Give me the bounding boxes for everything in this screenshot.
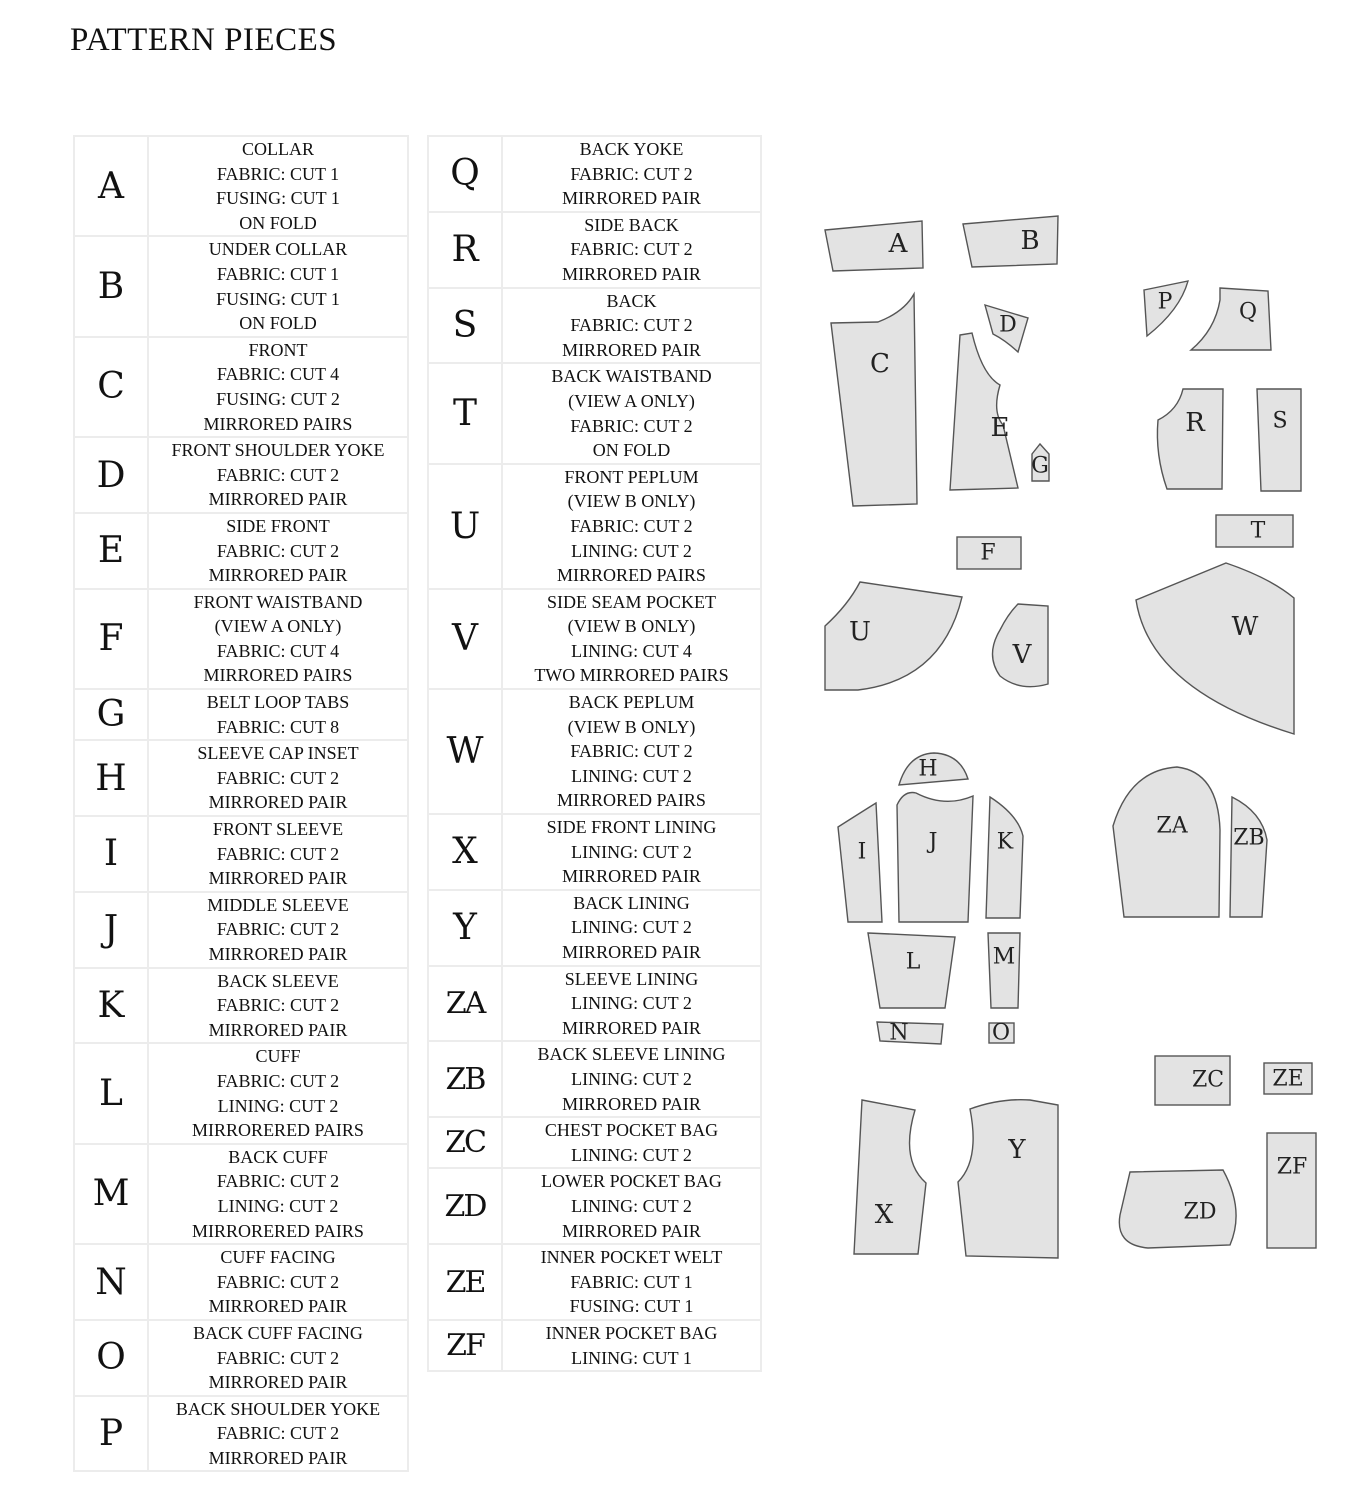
piece-cut-instruction: FABRIC: CUT 2 [216,919,340,940]
piece-F [957,537,1021,569]
pattern-piece-row [428,464,761,589]
piece-name: FRONT SLEEVE [212,819,344,840]
piece-ZD [1119,1170,1236,1248]
piece-name: BACK SLEEVE LINING [537,1044,726,1065]
piece-name: INNER POCKET BAG [545,1322,718,1343]
piece-cut-instruction: MIRRORED PAIR [562,1220,701,1241]
pattern-piece-row [428,288,761,364]
piece-description [502,288,761,364]
piece-cut-instruction: MIRRORED PAIR [562,1017,701,1038]
piece-M [988,933,1020,1008]
piece-description [148,892,408,968]
piece-cut-instruction: LINING: CUT 4 [571,640,692,661]
piece-letter: ZE [428,1244,502,1320]
piece-description [148,1043,408,1143]
piece-description [148,816,408,892]
piece-letter: W [428,689,502,814]
piece-cut-instruction: FABRIC: CUT 8 [216,716,340,737]
piece-cut-instruction: MIRRORED PAIR [208,1447,348,1468]
piece-label-G: G [1031,453,1049,479]
piece-letter: C [74,337,148,437]
piece-cut-instruction: FABRIC: CUT 2 [216,1070,340,1091]
piece-cut-instruction: FUSING: CUT 2 [216,388,340,409]
pattern-piece-row [74,740,408,816]
piece-name: BACK WAISTBAND [551,366,712,387]
piece-label-Y: Y [1008,1135,1026,1165]
piece-letter: ZC [428,1117,502,1168]
piece-cut-instruction: FABRIC: CUT 1 [216,163,340,184]
piece-name: FRONT WAISTBAND [193,591,363,612]
piece-cut-instruction: MIRRORED PAIR [208,792,348,813]
piece-description [148,337,408,437]
piece-letter: E [74,513,148,589]
piece-cut-instruction: FABRIC: CUT 4 [216,640,340,661]
piece-cut-instruction: MIRRORED PAIR [208,1372,348,1393]
piece-name: FRONT [248,339,308,360]
piece-description [502,1168,761,1244]
piece-letter: J [74,892,148,968]
piece-D [985,305,1028,352]
piece-cut-instruction: LINING: CUT 2 [571,917,692,938]
piece-ZE [1264,1063,1312,1094]
piece-H [899,753,968,785]
piece-cut-instruction: FABRIC: CUT 2 [216,1347,340,1368]
piece-label-S: S [1272,408,1288,434]
piece-cut-instruction: MIRRORED PAIRS [203,413,353,434]
piece-label-ZA: ZA [1156,813,1188,839]
pattern-piece-row [428,890,761,966]
piece-letter: R [428,212,502,288]
piece-cut-instruction: FABRIC: CUT 2 [216,995,340,1016]
piece-cut-instruction: MIRRORED PAIR [562,188,701,209]
pattern-piece-row [74,816,408,892]
piece-cut-instruction: TWO MIRRORED PAIRS [534,665,729,686]
piece-description [502,363,761,463]
piece-cut-instruction: LINING: CUT 2 [217,1095,339,1116]
piece-W [1136,563,1294,734]
piece-description [148,236,408,336]
page-title: PATTERN PIECES [70,22,338,58]
piece-description [148,136,408,236]
piece-cut-instruction: FABRIC: CUT 2 [570,163,693,184]
pattern-piece-row [74,892,408,968]
pattern-piece-row [428,966,761,1042]
piece-name: BACK [606,290,657,311]
piece-name: BACK CUFF FACING [193,1322,363,1343]
piece-V [993,604,1049,687]
piece-letter: K [74,968,148,1044]
piece-letter: L [74,1043,148,1143]
piece-letter: X [428,814,502,890]
piece-X [854,1100,926,1254]
piece-cut-instruction: MIRRORED PAIR [562,1093,701,1114]
piece-cut-instruction: FUSING: CUT 1 [569,1296,694,1317]
piece-cut-instruction: MIRRORERED PAIRS [192,1220,364,1241]
piece-description [502,589,761,689]
piece-cut-instruction: FABRIC: CUT 1 [570,1271,693,1292]
piece-label-ZF: ZF [1276,1154,1308,1180]
piece-description [502,1244,761,1320]
piece-name: COLLAR [242,139,314,159]
piece-cut-instruction: MIRRORED PAIR [208,489,348,510]
piece-name: BACK YOKE [579,139,684,159]
pattern-table-right [427,135,762,1372]
piece-U [825,582,962,690]
piece-name: CUFF [255,1046,301,1067]
pattern-piece-row [428,1244,761,1320]
piece-label-U: U [849,617,871,647]
piece-description [148,1144,408,1244]
piece-cut-instruction: FABRIC: CUT 4 [216,364,340,385]
piece-B [963,216,1058,267]
piece-description [148,1244,408,1320]
piece-label-J: J [928,829,938,855]
piece-label-O: O [991,1020,1011,1046]
piece-name: SIDE SEAM POCKET [546,591,716,612]
piece-cut-instruction: FABRIC: CUT 2 [216,540,340,561]
piece-cut-instruction: MIRRORERED PAIRS [192,1120,364,1141]
piece-cut-instruction: (VIEW B ONLY) [567,491,696,512]
pattern-piece-row [428,136,761,212]
piece-ZC [1155,1056,1230,1105]
piece-label-D: D [999,312,1017,338]
piece-cut-instruction: MIRRORED PAIR [208,944,348,964]
piece-cut-instruction: LINING: CUT 2 [571,1195,692,1216]
piece-description [148,968,408,1044]
piece-cut-instruction: FABRIC: CUT 2 [216,767,340,788]
piece-letter: H [74,740,148,816]
piece-letter: U [428,464,502,589]
piece-Y [958,1100,1058,1258]
piece-cut-instruction: FABRIC: CUT 1 [216,263,340,284]
piece-label-ZD: ZD [1183,1199,1217,1225]
piece-description [148,740,408,816]
pattern-piece-row [74,236,408,336]
piece-N [877,1021,943,1046]
piece-name: SLEEVE CAP INSET [197,743,359,764]
piece-name: SIDE FRONT LINING [546,817,717,838]
piece-label-W: W [1231,612,1259,642]
pattern-piece-row [74,1244,408,1320]
pattern-piece-row [74,136,408,236]
piece-cut-instruction: MIRRORED PAIR [208,1296,348,1317]
piece-letter: V [428,589,502,689]
piece-label-X: X [874,1200,894,1230]
piece-letter: G [74,689,148,740]
pattern-piece-row [74,1144,408,1244]
piece-letter: N [74,1244,148,1320]
piece-Q [1191,288,1271,350]
piece-description [148,437,408,513]
piece-label-B: B [1020,226,1040,256]
piece-name: UNDER COLLAR [208,239,348,260]
pattern-piece-row [74,968,408,1044]
piece-cut-instruction: LINING: CUT 2 [571,1144,692,1165]
piece-cut-instruction: LINING: CUT 2 [571,765,692,786]
piece-letter: Q [428,136,502,212]
piece-description [148,513,408,589]
piece-letter: F [74,589,148,689]
piece-ZA [1113,767,1220,917]
piece-letter: ZF [428,1320,502,1371]
piece-description [502,136,761,212]
piece-letter: S [428,288,502,364]
piece-cut-instruction: MIRRORED PAIR [208,1019,348,1040]
piece-label-C: C [870,349,890,379]
piece-label-E: E [990,413,1010,443]
piece-cut-instruction: FUSING: CUT 1 [216,188,340,209]
piece-O [989,1021,1014,1046]
piece-description [502,966,761,1042]
piece-label-L: L [905,949,921,975]
piece-cut-instruction: FABRIC: CUT 2 [570,239,693,260]
piece-name: FRONT PEPLUM [564,466,699,487]
piece-cut-instruction: MIRRORED PAIRS [203,665,353,686]
piece-cut-instruction: LINING: CUT 1 [571,1347,692,1368]
piece-cut-instruction: FABRIC: CUT 2 [216,1171,340,1192]
piece-cut-instruction: FABRIC: CUT 2 [216,464,340,485]
piece-letter: P [74,1396,148,1472]
piece-label-A: A [888,229,908,259]
piece-A [825,221,923,271]
piece-cut-instruction: FABRIC: CUT 2 [216,1271,340,1292]
piece-description [148,689,408,740]
piece-letter: O [74,1320,148,1396]
piece-label-ZB: ZB [1233,825,1265,851]
piece-description [148,1320,408,1396]
pattern-piece-row [428,589,761,689]
piece-cut-instruction: MIRRORED PAIRS [557,790,706,811]
piece-P [1144,281,1188,336]
pattern-piece-row [428,814,761,890]
piece-cut-instruction: LINING: CUT 2 [571,993,692,1014]
piece-name: CHEST POCKET BAG [544,1120,719,1141]
piece-letter: B [74,236,148,336]
pattern-piece-row [74,689,408,740]
piece-ZF [1267,1133,1316,1248]
piece-cut-instruction: LINING: CUT 2 [571,1068,692,1089]
piece-letter: M [74,1144,148,1244]
piece-name: SIDE BACK [584,214,679,235]
piece-cut-instruction: MIRRORED PAIR [562,866,701,887]
piece-cut-instruction: (VIEW B ONLY) [567,616,696,637]
piece-L [868,933,955,1008]
piece-ZB [1230,797,1267,917]
piece-name: BACK LINING [573,892,690,913]
piece-label-V: V [1012,640,1032,670]
piece-description [502,1117,761,1168]
piece-name: BACK PEPLUM [568,692,695,713]
piece-letter: Y [428,890,502,966]
pattern-piece-row [74,1396,408,1472]
pattern-piece-row [428,1168,761,1244]
piece-cut-instruction: MIRRORED PAIR [208,868,348,889]
pattern-piece-row [74,337,408,437]
piece-description [148,1396,408,1472]
pattern-piece-row [74,589,408,689]
piece-name: BACK SLEEVE [217,970,339,991]
piece-J [897,793,973,923]
piece-description [502,1041,761,1117]
piece-cut-instruction: FUSING: CUT 1 [216,288,340,309]
piece-name: SLEEVE LINING [564,968,699,989]
piece-letter: ZB [428,1041,502,1117]
pattern-piece-row [428,689,761,814]
piece-label-K: K [996,829,1014,855]
piece-name: INNER POCKET WELT [540,1247,723,1268]
piece-cut-instruction: LINING: CUT 2 [571,841,692,862]
piece-letter: ZA [428,966,502,1042]
piece-T [1216,515,1293,547]
pattern-piece-row [74,1320,408,1396]
piece-label-N: N [889,1020,909,1046]
piece-cut-instruction: ON FOLD [592,440,671,461]
piece-name: BACK SHOULDER YOKE [175,1398,381,1419]
piece-cut-instruction: MIRRORED PAIR [562,339,701,360]
piece-name: BELT LOOP TABS [206,692,350,713]
piece-I [838,803,882,922]
piece-description [502,890,761,966]
piece-cut-instruction: (VIEW B ONLY) [567,716,696,737]
piece-cut-instruction: LINING: CUT 2 [217,1195,339,1216]
piece-label-I: I [857,839,867,865]
piece-cut-instruction: (VIEW A ONLY) [214,616,342,637]
piece-name: LOWER POCKET BAG [541,1171,722,1192]
pattern-piece-row [74,437,408,513]
piece-cut-instruction: FABRIC: CUT 2 [216,1423,340,1444]
piece-description [502,814,761,890]
piece-label-F: F [980,540,996,566]
piece-label-Q: Q [1238,299,1258,325]
piece-C [831,294,917,506]
piece-R [1157,389,1223,489]
piece-cut-instruction: ON FOLD [239,313,317,334]
piece-K [986,797,1023,918]
piece-letter: ZD [428,1168,502,1244]
piece-cut-instruction: ON FOLD [239,212,317,233]
piece-letter: A [74,136,148,236]
pattern-piece-row [74,513,408,589]
piece-cut-instruction: MIRRORED PAIRS [557,565,706,586]
piece-letter: D [74,437,148,513]
piece-description [502,1320,761,1371]
piece-letter: I [74,816,148,892]
piece-description [148,589,408,689]
piece-label-P: P [1157,289,1173,315]
piece-name: CUFF FACING [220,1247,336,1268]
piece-cut-instruction: MIRRORED PAIR [562,263,701,284]
piece-cut-instruction: FABRIC: CUT 2 [216,843,340,864]
piece-cut-instruction: FABRIC: CUT 2 [570,315,693,336]
pattern-table-left [73,135,409,1472]
piece-name: BACK CUFF [228,1146,328,1167]
piece-name: FRONT SHOULDER YOKE [171,440,385,461]
piece-label-H: H [918,756,938,782]
pattern-piece-row [428,1041,761,1117]
pattern-piece-row [428,363,761,463]
piece-description [502,212,761,288]
piece-cut-instruction: LINING: CUT 2 [571,540,692,561]
piece-cut-instruction: (VIEW A ONLY) [568,390,695,411]
piece-label-ZC: ZC [1191,1067,1225,1093]
piece-S [1257,389,1301,491]
piece-cut-instruction: FABRIC: CUT 2 [570,741,693,762]
pattern-pieces-diagram [810,200,1330,1270]
piece-cut-instruction: MIRRORED PAIR [562,942,701,962]
piece-description [502,689,761,814]
pattern-piece-row [428,1320,761,1371]
piece-letter: T [428,363,502,463]
piece-label-T: T [1250,518,1266,544]
piece-label-ZE: ZE [1272,1066,1304,1092]
piece-G [1031,444,1049,481]
piece-name: MIDDLE SLEEVE [207,894,349,915]
piece-description [502,464,761,589]
piece-E [950,333,1018,490]
piece-label-M: M [992,944,1016,970]
pattern-piece-row [74,1043,408,1143]
pattern-piece-row [428,212,761,288]
piece-cut-instruction: FABRIC: CUT 2 [570,415,693,436]
piece-cut-instruction: FABRIC: CUT 2 [570,515,693,536]
piece-label-R: R [1185,408,1205,438]
pattern-piece-row [428,1117,761,1168]
piece-name: SIDE FRONT [226,515,330,536]
piece-cut-instruction: MIRRORED PAIR [208,565,348,586]
